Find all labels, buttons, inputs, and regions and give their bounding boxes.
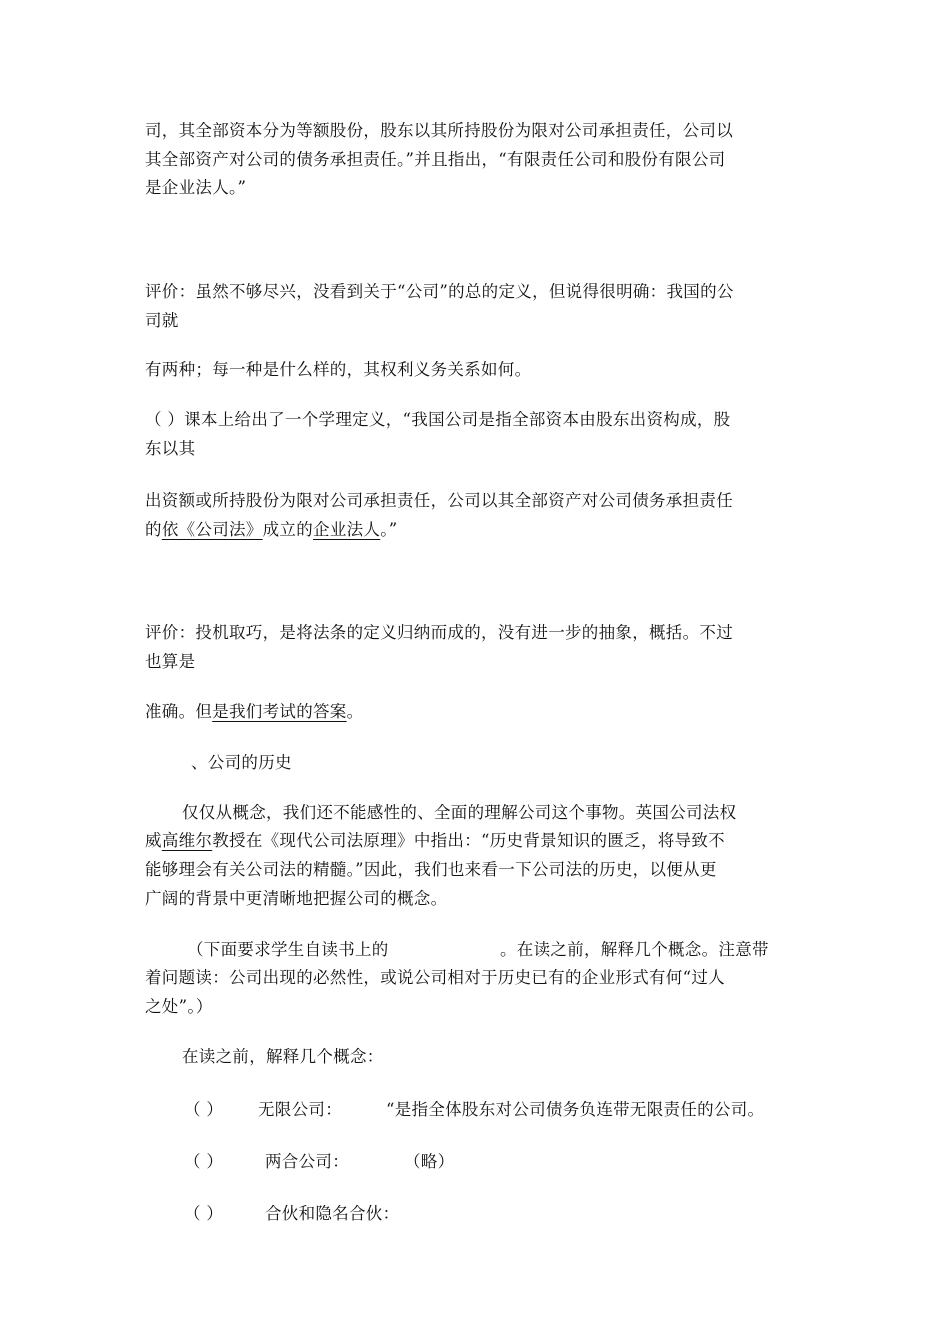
underlined-text: 高维尔 [161, 831, 213, 850]
def-number: （ ） [184, 1152, 224, 1171]
text-line: 司，其全部资本分为等额股份，股东以其所持股份为限对公司承担责任，公司以 [145, 121, 733, 140]
underlined-text: 是我们考试的答案 [212, 702, 347, 721]
text-line: 有两种；每一种是什么样的，其权利义务关系如何。 [145, 360, 532, 379]
text-line: 其全部资产对公司的债务承担责任。”并且指出，“有限责任公司和股份有限公司 [145, 150, 726, 169]
text-span: 教授在《现代公司法原理》中指出：“历史背景知识的匮乏，将导致不 [212, 831, 725, 850]
text-span: 。 [346, 702, 364, 721]
text-line: （ ）课本上给出了一个学理定义，“我国公司是指全部资本由股东出资构成，股 [145, 410, 731, 429]
text-line: 在读之前，解释几个概念： [182, 1047, 384, 1066]
underlined-text: 企业法人 [313, 520, 381, 539]
def-number: （ ） [184, 1204, 224, 1223]
text-line: 能够理会有关公司法的精髓。”因此，我们也来看一下公司法的历史，以便从更 [145, 860, 717, 879]
text-line: 评价：虽然不够尽兴，没看到关于“公司”的总的定义，但说得很明确：我国的公 [145, 282, 734, 301]
section-heading: 、公司的历史 [191, 753, 292, 772]
text-line: 东以其 [145, 439, 196, 458]
def-term: 合伙和隐名合伙： [265, 1204, 400, 1223]
text-line: 也算是 [145, 652, 196, 671]
def-term: 无限公司： [258, 1100, 342, 1119]
text-span: 威 [145, 831, 162, 850]
text-line: 仅仅从概念，我们还不能感性的、全面的理解公司这个事物。英国公司法权 [182, 803, 737, 822]
text-span: 成立的 [262, 520, 314, 539]
def-desc: （略） [404, 1152, 455, 1171]
text-line [145, 702, 810, 722]
def-term: 两合公司： [265, 1152, 349, 1171]
text-line [145, 831, 810, 851]
text-span: 的 [145, 520, 162, 539]
text-line: 着问题读：公司出现的必然性，或说公司相对于历史已有的企业形式有何“过人 [145, 968, 725, 987]
text-line: 出资额或所持股份为限对公司承担责任，公司以其全部资产对公司债务承担责任 [145, 491, 733, 510]
text-line: 。在读之前，解释几个概念。注意带 [500, 940, 769, 959]
text-line: 司就 [145, 311, 179, 330]
text-line: 是企业法人。” [145, 178, 247, 197]
text-line: 评价：投机取巧，是将法条的定义归纳而成的，没有进一步的抽象，概括。不过 [145, 623, 733, 642]
text-span: 。” [380, 520, 398, 539]
text-line: 广阔的背景中更清晰地把握公司的概念。 [145, 889, 448, 908]
underlined-text: 依《公司法》 [161, 520, 263, 539]
def-desc: “是指全体股东对公司债务负连带无限责任的公司。 [386, 1100, 765, 1119]
text-line: 之处”。） [145, 997, 213, 1016]
def-number: （ ） [184, 1100, 224, 1119]
text-line [145, 520, 810, 540]
text-line: （下面要求学生自读书上的 [187, 940, 389, 959]
text-span: 准确。但 [145, 702, 213, 721]
